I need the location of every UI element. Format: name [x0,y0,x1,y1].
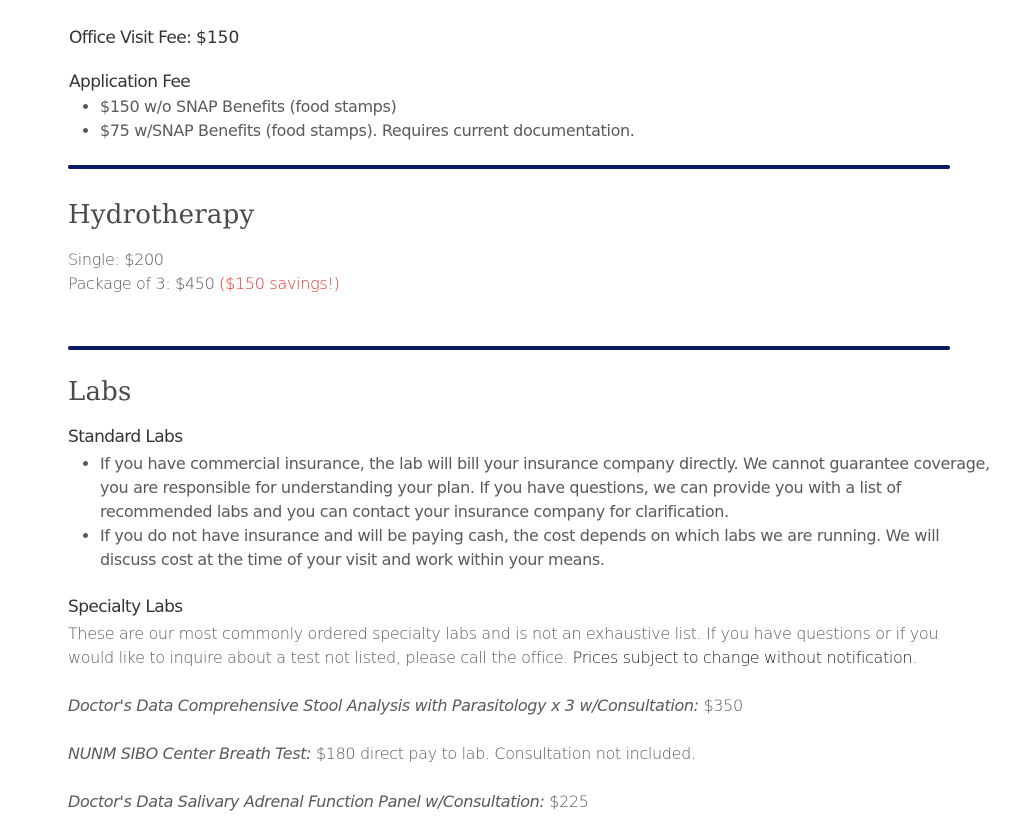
labs-title: Labs [68,377,132,407]
hydrotherapy-package-price: Package of 3: $450 [68,274,220,293]
standard-labs-list [68,452,996,572]
test-name: Doctor's Data Salivary Adrenal Function Panel w/Consultation: [68,792,545,811]
application-fee-list [68,95,635,143]
list-item: • If you do not have insurance and will be paying cash, the cost depends on which labs we are running. We will discuss cost at the time of your visit and work within your means. [100,524,996,572]
test-name: Doctor's Data Comprehensive Stool Analysis with Parasitology x 3 w/Consultation: [68,696,699,715]
hydrotherapy-title: Hydrotherapy [68,200,255,230]
list-item: • $150 w/o SNAP Benefits (food stamps) [100,95,635,119]
specialty-test-item [68,742,696,766]
price-change-notice: Prices subject to change without notification [572,648,913,667]
test-name: NUNM SIBO Center Breath Test: [68,744,312,763]
hydrotherapy-package [68,272,340,296]
section-divider [68,346,950,350]
list-item: • $75 w/SNAP Benefits (food stamps). Requires current documentation. [100,119,635,143]
office-visit-fee [69,28,239,48]
test-price: $225 [544,792,589,811]
notice-period: . [912,648,917,667]
specialty-labs-heading: Specialty Labs [68,597,183,617]
office-visit-label: Office Visit Fee: [69,28,192,48]
section-divider [68,165,950,169]
test-price: $180 direct pay to lab. Consultation not included. [311,744,696,763]
standard-labs-heading: Standard Labs [68,427,183,447]
specialty-intro-text: These are our most commonly ordered specialty labs and is not an exhaustive list. If you have questions or if you would like to inquire about a test not listed, please call the office. [68,624,939,667]
hydrotherapy-prices [68,248,340,296]
list-item: • If you have commercial insurance, the lab will bill your insurance company directly. We cannot guarantee coverage, you are responsible for understanding your plan. If you have questions, we can provide you with a list of recommended labs and you can contact your insurance company for clarification. [100,452,996,524]
specialty-test-item [68,790,589,814]
test-price: $350 [698,696,743,715]
specialty-test-item [68,694,743,718]
savings-callout: ($150 savings!) [219,274,340,293]
specialty-labs-intro [68,622,984,670]
office-visit-amount: $150 [196,28,240,48]
application-fee-heading: Application Fee [69,72,191,92]
hydrotherapy-single: Single: $200 [68,250,164,269]
